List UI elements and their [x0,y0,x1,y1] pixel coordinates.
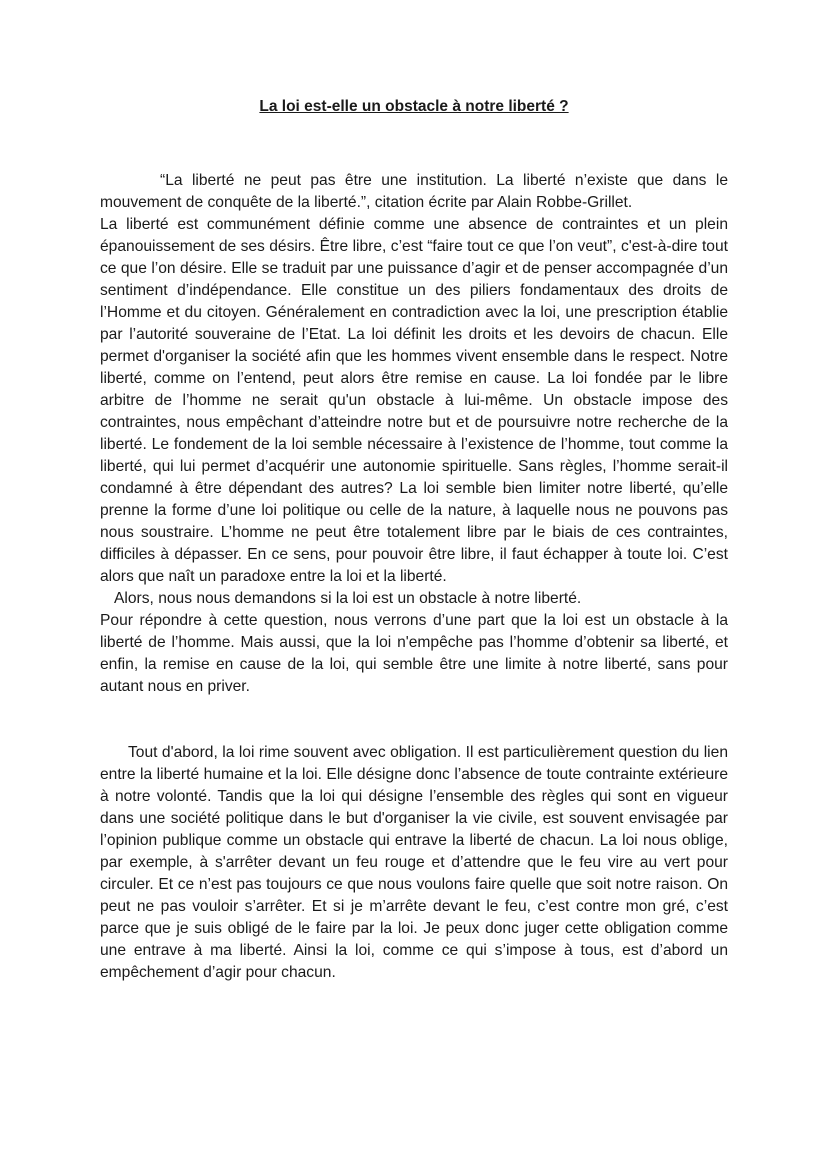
spacer [100,698,728,742]
intro-paragraph: La liberté est communément définie comme une absence de contraintes et un plein épanouissement de ses désirs. Être libre, c’est “faire tout ce que l’on veut”, c'est-à-dire tout ce que l’on désire. Elle se traduit par une puissance d’agir et de penser accompagnée d’un sentiment d’indépendance. Elle constitue un des piliers fondamentaux des droits de l’Homme et du citoyen. Généralement en contradiction avec la loi, une prescription établie par l’autorité souveraine de l’Etat. La loi définit les droits et les devoirs de chacun. Elle permet d'organiser la société afin que les hommes vivent ensemble dans le respect. Notre liberté, comme on l’entend, peut alors être remise en cause. La loi fondée par le libre arbitre de l’homme ne serait qu'un obstacle à lui-même. Un obstacle impose des contraintes, nous empêchant d’atteindre notre but et de poursuivre notre recherche de la liberté. Le fondement de la loi semble nécessaire à l’existence de l’homme, tout comme la liberté, qui lui permet d’acquérir une autonomie spirituelle. Sans règles, l’homme serait-il condamné à être dépendant des autres? La loi semble bien limiter notre liberté, qu’elle prenne la forme d’une loi politique ou celle de la nature, à laquelle nous ne pouvons pas nous soustraire. L’homme ne peut être totalement libre par le biais de ces contraintes, difficiles à dépasser. En ce sens, pour pouvoir être libre, il faut échapper à toute loi. C’est alors que naît un paradoxe entre la loi et la liberté. [100,216,728,585]
intro-problematic: Alors, nous nous demandons si la loi est un obstacle à notre liberté. [114,590,582,607]
spacer [100,118,728,170]
document-page [100,96,728,984]
intro-plan: Pour répondre à cette question, nous verrons d’une part que la loi est un obstacle à la liberté de l’homme. Mais aussi, que la loi n'empêche pas l’homme d’obtenir sa liberté, et enfin, la remise en cause de la loi, qui semble être une limite à notre liberté, sans pour autant nous en priver. [100,612,728,695]
document-title: La loi est-elle un obstacle à notre liberté ? [259,98,569,115]
intro-quote: “La liberté ne peut pas être une institution. La liberté n’existe que dans le mouvement de conquête de la liberté.”, citation écrite par Alain Robbe-Grillet. [100,172,728,211]
part-one-paragraph: Tout d'abord, la loi rime souvent avec obligation. Il est particulièrement question du lien entre la liberté humaine et la loi. Elle désigne donc l’absence de toute contrainte extérieure à notre volonté. Tandis que la loi qui désigne l’ensemble des règles qui sont en vigueur dans une société politique dans le but d'organiser la vie civile, est souvent envisagée par l’opinion publique comme un obstacle qui entrave la liberté de chacun. La loi nous oblige, par exemple, à s'arrêter devant un feu rouge et d’attendre que le feu vire au vert pour circuler. Et ce n’est pas toujours ce que nous voulons faire quelle que soit notre raison. On peut ne pas vouloir s’arrêter. Et si je m’arrête devant le feu, c’est contre mon gré, c’est parce que je suis obligé de le faire par la loi. Je peux donc juger cette obligation comme une entrave à ma liberté. Ainsi la loi, comme ce qui s’impose à tous, est d’abord un empêchement d’agir pour chacun. [100,744,728,981]
